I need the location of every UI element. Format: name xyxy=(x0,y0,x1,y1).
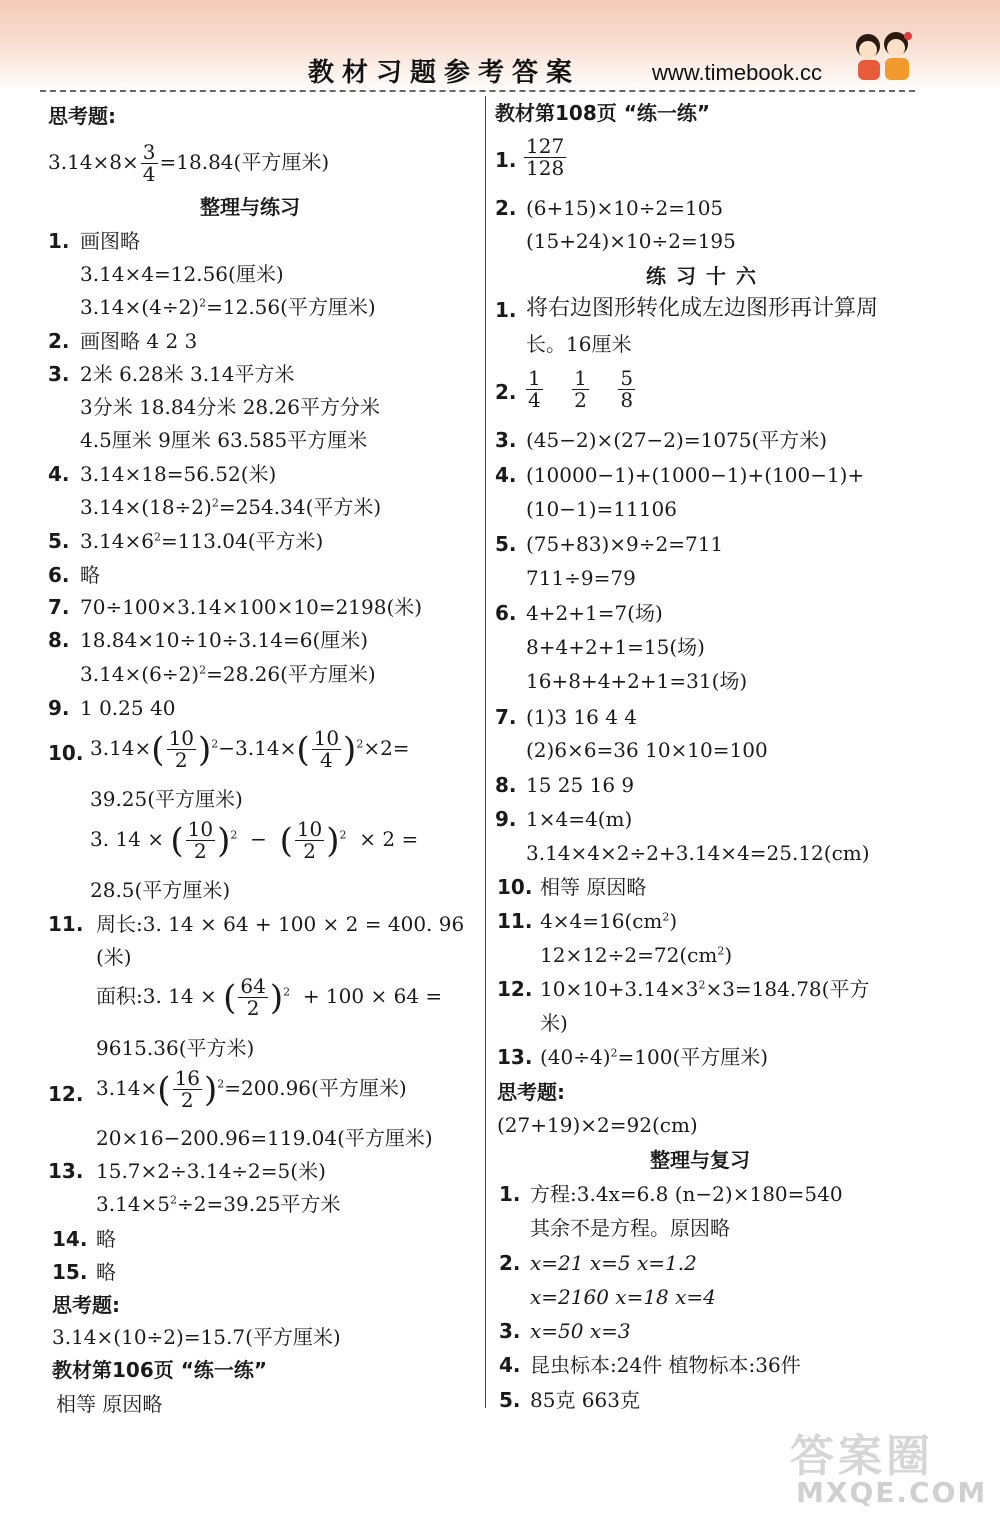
watermark-logo xyxy=(790,1420,990,1510)
t1-line1: 方程:3.4x=6.8 (n−2)×180=540 xyxy=(530,1182,843,1206)
t2-number: 2. xyxy=(499,1251,521,1275)
s1-line1: 将右边图形转化成左边图形再计算周 xyxy=(526,296,879,321)
t4-number: 4. xyxy=(499,1353,521,1377)
r2-line1: (6+15)×10÷2=105 xyxy=(526,196,724,220)
q11-line4: 9615.36(平方米) xyxy=(96,1036,255,1060)
think1-heading: 思考题: xyxy=(48,104,116,128)
think3-heading: 思考题: xyxy=(497,1080,565,1104)
header-dashed-rule xyxy=(40,90,915,92)
s11-number: 11. xyxy=(497,909,533,933)
q3-line3: 4.5厘米 9厘米 63.585平方厘米 xyxy=(80,428,368,452)
s4-number: 4. xyxy=(495,463,517,487)
s5-number: 5. xyxy=(495,532,517,556)
q13-number: 13. xyxy=(48,1159,84,1183)
s1-number: 1. xyxy=(495,298,517,322)
children-mascot-icon xyxy=(850,26,920,84)
s12-line2: 米) xyxy=(540,1011,568,1035)
s7-number: 7. xyxy=(495,705,517,729)
s3-line1: (45−2)×(27−2)=1075(平方米) xyxy=(526,428,828,452)
think2-heading: 思考题: xyxy=(52,1293,120,1317)
s7-line1: (1)3 16 4 4 xyxy=(526,705,638,729)
s2-number: 2. xyxy=(495,380,517,404)
q12-line1: 3.14×( $\frac{16}{2}$ )$^2$=200.96(平方厘米) xyxy=(96,1066,407,1112)
q7-line1: 70÷100×3.14×100×10=2198(米) xyxy=(80,595,423,619)
t4-line1: 昆虫标本:24件 植物标本:36件 xyxy=(530,1353,801,1377)
q4-number: 4. xyxy=(48,462,70,486)
s2-fractions: $\frac{1}{4}$ $\frac{1}{2}$ $\frac{5}{8}$ xyxy=(528,366,634,412)
q8-number: 8. xyxy=(48,628,70,652)
t2-line1: x=21 x=5 x=1.2 xyxy=(530,1251,697,1275)
q11-line3: 面积:3. 14 × ( $\frac{64}{2}$ )$^2$ + 100 × 64 = xyxy=(96,974,443,1020)
header-title: 教材习题参考答案 xyxy=(308,58,581,88)
s6-line3: 16+8+4+2+1=31(场) xyxy=(526,669,748,693)
think1-answer: 3.14×8× $\frac{3}{4}$ =18.84(平方厘米) xyxy=(48,140,330,186)
section-title-lianxi16: 练习十六 xyxy=(646,264,766,288)
s1-line2: 长。16厘米 xyxy=(526,332,632,356)
s13-number: 13. xyxy=(497,1045,533,1069)
header-url: www.timebook.cc xyxy=(652,60,822,85)
q4-line1: 3.14×18=56.52(米) xyxy=(80,462,277,486)
watermark-cn: 答案圈 xyxy=(790,1431,934,1482)
q14-number: 14. xyxy=(52,1227,88,1251)
q7-number: 7. xyxy=(48,595,70,619)
r1-number: 1. xyxy=(495,148,517,172)
watermark-url: MXQE.COM xyxy=(796,1476,988,1509)
s8-line1: 15 25 16 9 xyxy=(526,773,635,797)
q2-line1: 画图略 4 2 3 xyxy=(80,329,198,353)
q2-number: 2. xyxy=(48,329,70,353)
q12-line2: 20×16−200.96=119.04(平方厘米) xyxy=(96,1126,433,1150)
q11-line1: 周长:3. 14 × 64 + 100 × 2 = 400. 96 xyxy=(96,912,465,936)
q1-line1: 画图略 xyxy=(80,229,140,253)
q14-line1: 略 xyxy=(96,1227,116,1251)
r1-fraction: $\frac{127}{128}$ xyxy=(526,134,565,180)
page-header xyxy=(0,0,1000,92)
q12-number: 12. xyxy=(48,1082,84,1106)
q3-line2: 3分米 18.84分米 28.26平方分米 xyxy=(80,395,380,419)
t5-number: 5. xyxy=(499,1388,521,1412)
s3-number: 3. xyxy=(495,428,517,452)
s8-number: 8. xyxy=(495,773,517,797)
q9-number: 9. xyxy=(48,696,70,720)
q4-line2: $3.14\times(18\div 2)^2=254.34$(平方米) xyxy=(80,495,382,519)
q10-line2: 39.25(平方厘米) xyxy=(90,787,243,811)
s12-number: 12. xyxy=(497,977,533,1001)
q10-line4: 28.5(平方厘米) xyxy=(90,878,231,902)
q11-number: 11. xyxy=(48,912,84,936)
q13-line2: $3.14\times 5^2\div 2=39.25$平方米 xyxy=(96,1192,341,1216)
t1-line2: 其余不是方程。原因略 xyxy=(530,1216,730,1240)
t5-line1: 85克 663克 xyxy=(530,1388,640,1412)
s9-line2: 3.14×4×2÷2+3.14×4=25.12(cm) xyxy=(526,841,870,865)
s5-line2: 711÷9=79 xyxy=(526,566,636,590)
s12-line1: $10\times 10+3.14\times 3^2\times 3=184.78$(平方 xyxy=(540,977,870,1001)
s13-line1: $(40\div 4)^2=100$(平方厘米) xyxy=(540,1045,769,1069)
q13-line1: 15.7×2÷3.14÷2=5(米) xyxy=(96,1159,326,1183)
q15-line1: 略 xyxy=(96,1260,116,1284)
q6-line1: 略 xyxy=(80,563,100,587)
column-divider xyxy=(485,96,486,1408)
t3-line1: x=50 x=3 xyxy=(530,1319,631,1343)
q6-number: 6. xyxy=(48,563,70,587)
section-title-zhengli: 整理与练习 xyxy=(200,195,300,219)
q5-line1: $3.14\times 6^2=113.04$(平方米) xyxy=(80,529,324,553)
s6-line2: 8+4+2+1=15(场) xyxy=(526,635,705,659)
q15-number: 15. xyxy=(52,1260,88,1284)
q10-line1: 3.14×( $\frac{10}{2}$ )$^2$−3.14×( $\frac{10}{4}$ )$^2$×2= xyxy=(90,726,410,772)
s6-number: 6. xyxy=(495,601,517,625)
q1-line3: $3.14\times(4\div 2)^2=12.56$(平方厘米) xyxy=(80,295,376,319)
section-title-fuxi: 整理与复习 xyxy=(650,1148,750,1172)
s10-line1: 相等 原因略 xyxy=(540,875,647,899)
q3-line1: 2米 6.28米 3.14平方米 xyxy=(80,362,295,386)
q10-number: 10. xyxy=(48,741,84,765)
s5-line1: (75+83)×9÷2=711 xyxy=(526,532,724,556)
s11-line1: $4\times 4=16(cm^2)$ xyxy=(540,909,678,933)
q10-line3: 3. 14 × ( $\frac{10}{2}$ )$^2$ − ( $\frac{10}{2}$ )$^2$ × 2 = xyxy=(90,817,419,863)
think2-answer: 3.14×(10÷2)=15.7(平方厘米) xyxy=(52,1325,341,1349)
p106-answer: 相等 原因略 xyxy=(56,1392,163,1416)
r2-number: 2. xyxy=(495,196,517,220)
s11-line2: $12\times 12\div 2=72(cm^2)$ xyxy=(540,943,733,967)
p106-heading: 教材第106页 “练一练” xyxy=(52,1358,267,1382)
t2-line2: x=2160 x=18 x=4 xyxy=(530,1285,716,1309)
q9-line1: 1 0.25 40 xyxy=(80,696,176,720)
s7-line2: (2)6×6=36 10×10=100 xyxy=(526,738,768,762)
q1-number: 1. xyxy=(48,229,70,253)
q3-number: 3. xyxy=(48,362,70,386)
s4-line1: (10000−1)+(1000−1)+(100−1)+ xyxy=(526,463,865,487)
q8-line1: 18.84×10÷10÷3.14=6(厘米) xyxy=(80,628,369,652)
s9-number: 9. xyxy=(495,807,517,831)
q11-line2: (米) xyxy=(96,945,132,969)
q5-number: 5. xyxy=(48,529,70,553)
q8-line2: $3.14\times(6\div 2)^2=28.26$(平方厘米) xyxy=(80,662,376,686)
r2-line2: (15+24)×10÷2=195 xyxy=(526,229,736,253)
s4-line2: (10−1)=11106 xyxy=(526,497,677,521)
q1-line2: 3.14×4=12.56(厘米) xyxy=(80,262,284,286)
s10-number: 10. xyxy=(497,875,533,899)
t1-number: 1. xyxy=(499,1182,521,1206)
think3-answer: (27+19)×2=92(cm) xyxy=(497,1113,698,1137)
s6-line1: 4+2+1=7(场) xyxy=(526,601,663,625)
t3-number: 3. xyxy=(499,1319,521,1343)
s9-line1: 1×4=4(m) xyxy=(526,807,633,831)
p108-heading: 教材第108页 “练一练” xyxy=(495,101,710,125)
